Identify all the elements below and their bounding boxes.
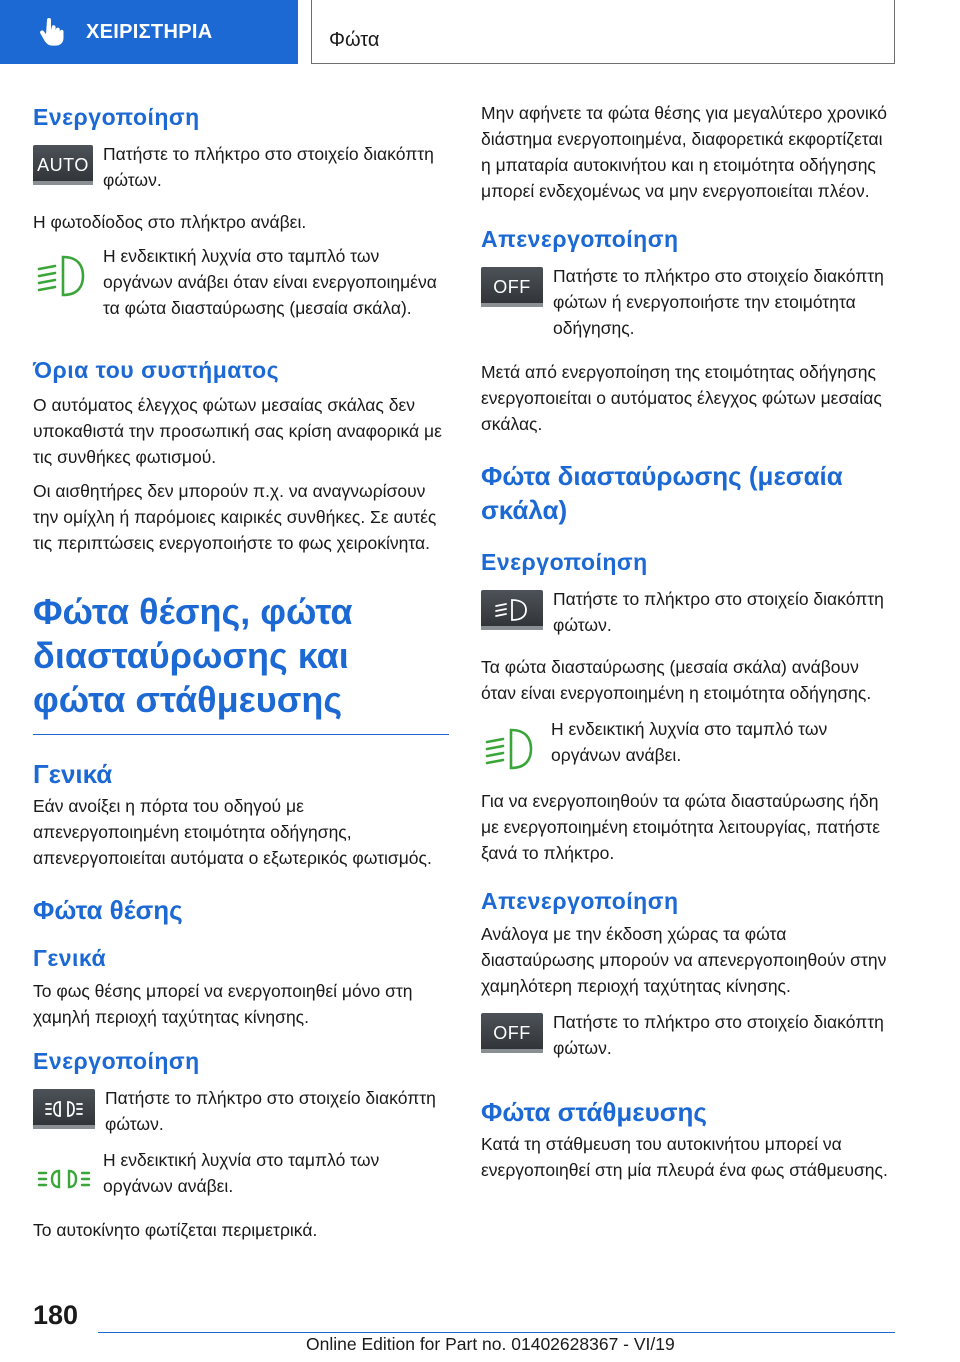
- page-number: 180: [33, 1300, 79, 1330]
- chapter-title: Φώτα: [329, 29, 380, 51]
- off-button-label: OFF: [493, 276, 531, 297]
- activation-heading: Ενεργοποίηση: [33, 104, 200, 130]
- position-activation-heading: Ενεργοποίηση: [33, 1048, 200, 1074]
- section-tab-label: ΧΕΙΡΙΣΤΗΡΙΑ: [86, 20, 213, 43]
- position-general-heading: Γενικά: [33, 945, 107, 971]
- off-button-icon: [481, 267, 543, 307]
- limits-text-2: Οι αισθητήρες δεν μπορούν π.χ. να αναγνωρίσουν την ομίχλη ή παρόμοιες καιρικές συνθήκες. Σε αυτές τις περιπτώσεις ενεργοποιήστε το φως χειροκίνητα.: [33, 481, 437, 553]
- low-beam-button-icon: [481, 590, 543, 630]
- low-beam-symbol: [492, 597, 532, 623]
- parking-text: Κατά τη στάθμευση του αυτοκινήτου μπορεί να ενεργοποιηθεί στη μία πλευρά ένα φως στάθμευσης.: [481, 1134, 888, 1180]
- low-beam-activation-heading: Ενεργοποίηση: [481, 549, 648, 575]
- edition-text: Online Edition for Part no. 01402628367 - VI/19: [306, 1334, 675, 1354]
- low-beam-indicator-icon: [33, 253, 95, 303]
- auto-button-icon: [33, 145, 93, 185]
- low-beam-indicator-icon-2: [481, 726, 543, 776]
- off-button-row-2: [481, 1009, 897, 1061]
- auto-button-row: [33, 141, 449, 193]
- heading-rule: [33, 734, 449, 735]
- position-lights-button-icon: [33, 1089, 95, 1129]
- chapter-header: [311, 0, 895, 64]
- deactivation-after-text: Μετά από ενεργοποίηση της ετοιμότητας οδήγησης ενεργοποιείται ο αυτόματος έλεγχος φώτων μεσαίας σκάλας.: [481, 362, 882, 434]
- low-beam-ready-text: Για να ενεργοποιηθούν τα φώτα διασταύρωσης ήδη με ενεργοποιημένη ετοιμότητα λειτουργίας, πατήστε ξανά το πλήκτρο.: [481, 791, 881, 863]
- limits-text-1: Ο αυτόματος έλεγχος φώτων μεσαίας σκάλας δεν υποκαθιστά την προσωπική σας κρίση αναφορικά με τις συνθήκες φωτισμού.: [33, 395, 442, 467]
- indicator-text-1: Η ενδεικτική λυχνία στο ταμπλό των οργάνων ανάβει όταν είναι ενεργοποιημένα τα φώτα διασταύρωσης (μεσαία σκάλα).: [103, 246, 437, 318]
- position-heading: Φώτα θέσης: [33, 895, 183, 925]
- low-beam-on-text: Τα φώτα διασταύρωσης (μεσαία σκάλα) ανάβουν όταν είναι ενεργοποιημένη η ετοιμότητα οδήγησης.: [481, 657, 872, 703]
- low-beam-activation-text: Πατήστε το πλήκτρο στο στοιχείο διακόπτη φώτων.: [553, 589, 884, 635]
- position-lit-text: Το αυτοκίνητο φωτίζεται περιμετρικά.: [33, 1220, 318, 1240]
- general-heading: Γενικά: [33, 759, 113, 789]
- parking-heading: Φώτα στάθμευσης: [481, 1097, 707, 1127]
- low-beam-deactivation-heading: Απενεργοποίηση: [481, 888, 679, 914]
- position-activation-text: Πατήστε το πλήκτρο στο στοιχείο διακόπτη φώτων.: [105, 1088, 436, 1134]
- position-general-text: Το φως θέσης μπορεί να ενεργοποιηθεί μόνο στη χαμηλή περιοχή ταχύτητας κίνησης.: [33, 981, 413, 1027]
- auto-button-label: AUTO: [37, 154, 89, 175]
- low-beam-deactivation-text: Ανάλογα με την έκδοση χώρας τα φώτα διασταύρωσης μπορούν να απενεργοποιηθούν στην χαμηλότερη περιοχή ταχύτητας κίνησης.: [481, 924, 887, 996]
- off-button-icon-2: [481, 1013, 543, 1053]
- low-beam-indicator-row: [481, 716, 897, 776]
- left-column: [33, 100, 449, 1243]
- deactivation-text: Πατήστε το πλήκτρο στο στοιχείο διακόπτη φώτων ή ενεργοποιήστε την ετοιμότητα οδήγησης.: [553, 266, 884, 338]
- off-button-label-2: OFF: [493, 1022, 531, 1043]
- activation-text: Πατήστε το πλήκτρο στο στοιχείο διακόπτη φώτων.: [103, 144, 434, 190]
- general-text: Εάν ανοίξει η πόρτα του οδηγού με απενεργοποιημένη ετοιμότητα οδήγησης, απενεργοποιείται αυτόματα ο εξωτερικός φωτισμός.: [33, 796, 432, 868]
- low-beam-heading: Φώτα διασταύρωσης (μεσαία σκάλα): [481, 461, 843, 525]
- indicator-row: [33, 243, 449, 321]
- position-button-row: [33, 1085, 449, 1137]
- off-button-row: [481, 263, 897, 341]
- position-lights-indicator-icon: [33, 1157, 95, 1207]
- deactivation-heading: Απενεργοποίηση: [481, 226, 679, 252]
- footer-rule: [98, 1332, 895, 1333]
- low-beam-indicator-text: Η ενδεικτική λυχνία στο ταμπλό των οργάνων ανάβει.: [551, 719, 828, 765]
- position-indicator-text: Η ενδεικτική λυχνία στο ταμπλό των οργάνων ανάβει.: [103, 1150, 380, 1196]
- main-heading: Φώτα θέσης, φώτα διασταύρωσης και φώτα στάθμευσης: [33, 591, 353, 720]
- low-beam-deactivation-press-text: Πατήστε το πλήκτρο στο στοιχείο διακόπτη φώτων.: [553, 1012, 884, 1058]
- position-lights-symbol: [44, 1096, 84, 1122]
- led-text: Η φωτοδίοδος στο πλήκτρο ανάβει.: [33, 212, 307, 232]
- position-indicator-row: [33, 1147, 449, 1207]
- section-tab[interactable]: [0, 0, 298, 64]
- warning-text: Μην αφήνετε τα φώτα θέσης για μεγαλύτερο χρονικό διάστημα ενεργοποιημένα, διαφορετικά εκφορτίζεται η μπαταρία αυτοκινήτου και η ετοιμότητα οδήγησης μπορεί ενδεχομένως να μην ενεργοποιείται πλέον.: [481, 103, 887, 201]
- limits-heading: Όρια του συστήματος: [33, 357, 280, 383]
- right-column: [481, 100, 897, 1183]
- hand-pointer-icon: [38, 17, 64, 47]
- low-beam-button-row: [481, 586, 897, 638]
